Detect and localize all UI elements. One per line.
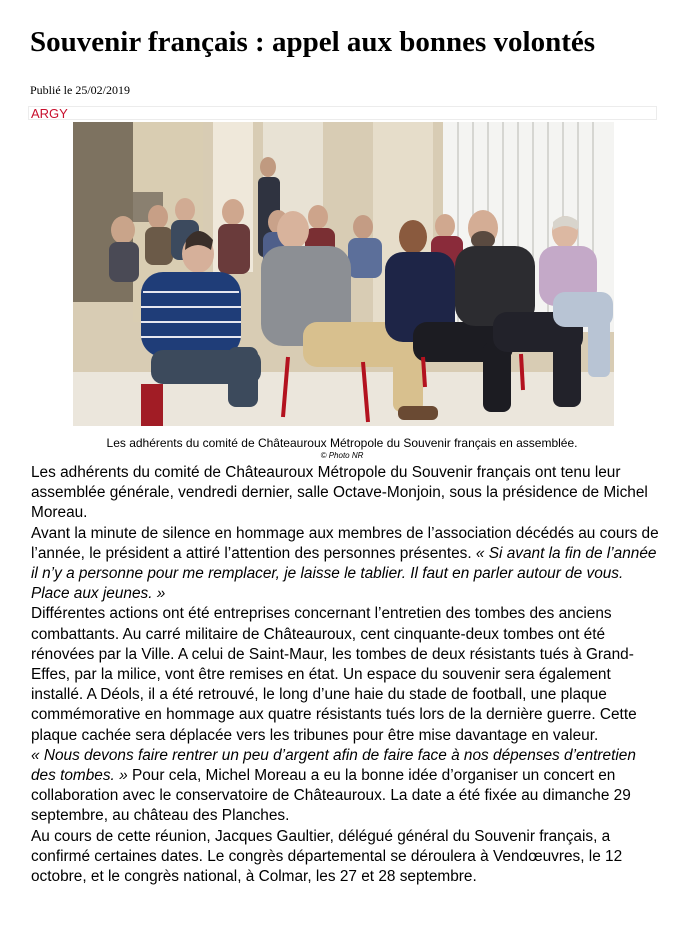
paragraph-minute-of-silence [31,524,663,605]
quote: « Si avant la fin de l’année il n’y a personne pour me remplacer, je laisse le tablier. Il faut en parler autour de vous. Place aux jeunes. » [31,544,657,603]
paragraph-text: Pour cela, Michel Moreau a eu la bonne idée d’organiser un concert en collaboration avec le conservatoire de Châteauroux. La date a été fixée au dimanche 29 septembre, au château des Planches. [31,767,631,825]
paragraph-tombs: Différentes actions ont été entreprises concernant l’entretien des tombes des anciens combattants. Au carré militaire de Châteauroux, cent cinquante-deux tombes ont été rénovées par la Ville. A celui de Saint-Maur, les tombes de deux résistants tués à Grand-Effes, par la milice, vont être remises en état. Un espace du souvenir sera également installé. A Déols, il a été retrouvé, le long d’une haie du stade de football, une plaque commémorative en hommage aux quatre résistants tués lors de la dernière guerre. Cette plaque cachée sera déplacée vers les tribunes pour être mise davantage en valeur. [31,605,637,744]
article-body [31,463,663,887]
location-tag[interactable]: ARGY [31,106,68,121]
paragraph-intro: Les adhérents du comité de Châteauroux Métropole du Souvenir français ont tenu leur assemblée générale, vendredi dernier, salle Octave-Monjoin, sous la présidence de Michel Moreau. [31,464,648,522]
paragraph-text: Avant la minute de silence en hommage aux membres de l’association décédés au cours de l’année, le président a attiré l’attention des personnes présentes. [31,524,659,562]
paragraph-concert [31,746,663,827]
location-bar [28,106,657,120]
article-title: Souvenir français : appel aux bonnes volontés [30,26,596,58]
photo-credit: © Photo NR [320,451,364,460]
paragraph-congress-dates: Au cours de cette réunion, Jacques Gaultier, délégué général du Souvenir français, a confirmé certaines dates. Le congrès départemental se déroulera à Vendœuvres, le 12 octobre, et le congrès national, à Colmar, les 27 et 28 septembre. [31,827,623,886]
article-photo [73,122,614,426]
publication-date: Publié le 25/02/2019 [30,83,130,97]
photo-caption: Les adhérents du comité de Châteauroux Métropole du Souvenir français en assemblée. [106,436,578,450]
quote: « Nous devons faire rentrer un peu d’argent afin de faire face à nos dépenses d’entretien des tombes. » [31,746,636,785]
